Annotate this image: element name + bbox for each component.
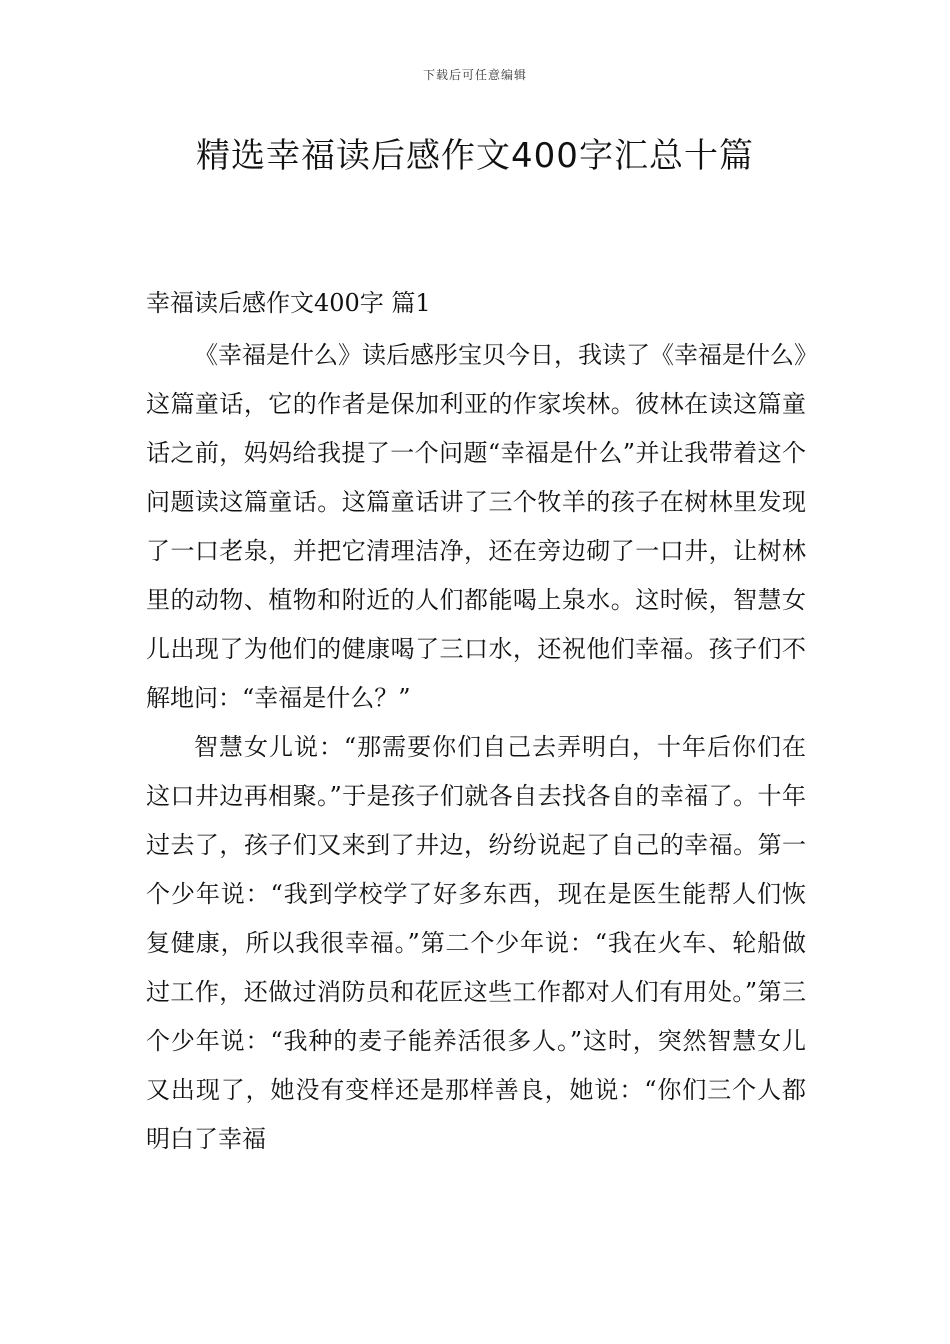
paragraph: 智慧女儿说：“那需要你们自己去弄明白，十年后你们在这口井边再相聚。”于是孩子们就各自去找各自的幸福了。十年过去了，孩子们又来到了井边，纷纷说起了自己的幸福。第一个少年说：“我到学校学了好多东西，现在是医生能帮人们恢复健康，所以我很幸福。”第二个少年说：“我在火车、轮船做过工作，还做过消防员和花匠这些工作都对人们有用处。”第三个少年说：“我种的麦子能养活很多人。”这时，突然智慧女儿又出现了，她没有变样还是那样善良，她说：“你们三个人都明白了幸福 <box>146 733 806 1153</box>
body-text <box>146 331 806 1164</box>
section-heading: 幸福读后感作文400字 篇1 <box>146 289 431 317</box>
header-note: 下载后可任意编辑 <box>422 68 527 82</box>
document-title: 精选幸福读后感作文400字汇总十篇 <box>196 136 754 176</box>
paragraph: 《幸福是什么》读后感彤宝贝今日，我读了《幸福是什么》这篇童话，它的作者是保加利亚的作家埃林。彼林在读这篇童话之前，妈妈给我提了一个问题“幸福是什么”并让我带着这个问题读这篇童话。这篇童话讲了三个牧羊的孩子在树林里发现了一口老泉，并把它清理洁净，还在旁边砌了一口井，让树林里的动物、植物和附近的人们都能喝上泉水。这时候，智慧女儿出现了为他们的健康喝了三口水，还祝他们幸福。孩子们不解地问：“幸福是什么？” <box>146 341 806 712</box>
